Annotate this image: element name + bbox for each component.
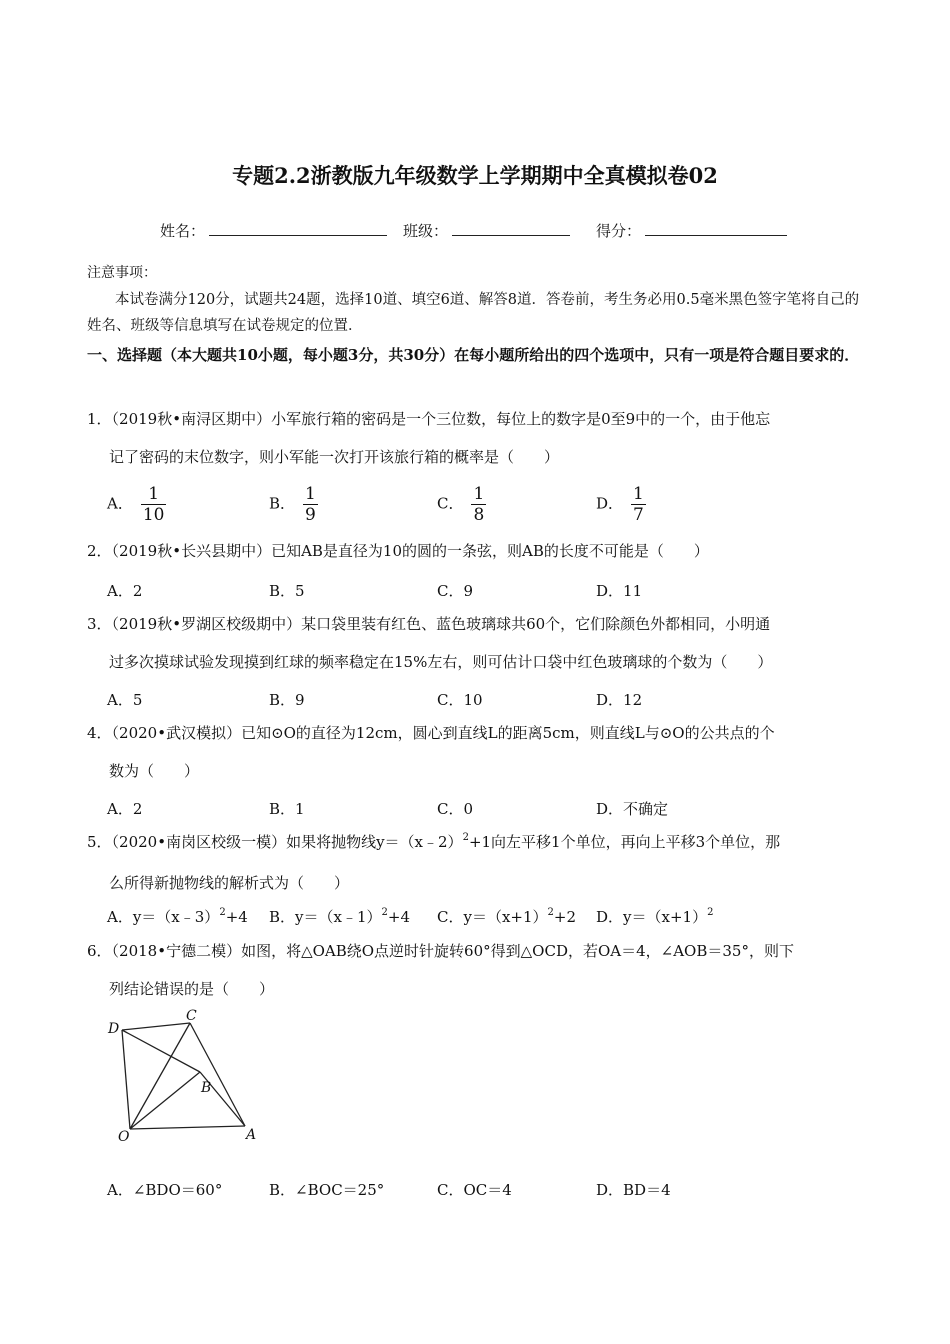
numerator: 1 xyxy=(473,484,485,504)
superscript: 2 xyxy=(462,832,469,843)
section-heading: 一、选择题（本大题共10小题，每小题3分，共30分）在每小题所给出的四个选项中，只有一项是符合题目要求的． xyxy=(87,346,860,364)
question-number: 3． xyxy=(87,615,112,633)
question-text: （2019秋•长兴县期中）已知AB是直径为10的圆的一条弦，则AB的长度不可能是（ ） xyxy=(111,542,709,560)
denominator: 7 xyxy=(633,505,644,525)
question-text-cont: 么所得新抛物线的解析式为（ ） xyxy=(109,874,350,892)
numerator: 1 xyxy=(633,484,644,504)
name-blank xyxy=(209,221,387,236)
question-number: 4． xyxy=(87,724,112,742)
name-label: 姓名： xyxy=(160,222,206,240)
question-number: 6． xyxy=(87,942,112,960)
option-c xyxy=(437,484,486,525)
fraction xyxy=(303,484,318,525)
score-label: 得分： xyxy=(596,222,642,240)
segment-do xyxy=(122,1030,130,1129)
option-label: A． xyxy=(107,494,133,513)
class-blank xyxy=(452,221,570,236)
question-text: （2019秋•南浔区期中）小军旅行箱的密码是一个三位数，每位上的数字是0至9中的一个，由于他忘 xyxy=(111,410,771,428)
option-d xyxy=(596,906,713,927)
option-text: +4 xyxy=(387,908,411,926)
score-field xyxy=(596,220,787,241)
geometry-figure xyxy=(100,1005,270,1145)
question-text: +1向左平移1个单位，再向上平移3个单位，那 xyxy=(468,833,781,851)
option-text: D．y＝（x+1） xyxy=(596,908,708,926)
option-b: B．5 xyxy=(269,582,305,600)
option-text: C．y＝（x+1） xyxy=(437,908,548,926)
question-text-cont: 过多次摸球试验发现摸到红球的频率稳定在15%左右，则可估计口袋中红色玻璃球的个数为（ ） xyxy=(109,653,773,671)
option-text: B．y＝（x﹣1） xyxy=(269,908,382,926)
option-a: A．∠BDO＝60° xyxy=(107,1181,223,1199)
question-text-cont: 记了密码的末位数字，则小军能一次打开该旅行箱的概率是（ ） xyxy=(109,448,560,466)
numerator: 1 xyxy=(305,484,316,504)
option-d: D．不确定 xyxy=(596,800,669,818)
option-b: B．∠BOC＝25° xyxy=(269,1181,385,1199)
question-3 xyxy=(87,605,867,681)
option-text: +2 xyxy=(553,908,577,926)
numerator: 1 xyxy=(148,484,160,504)
class-field xyxy=(403,220,570,241)
class-label: 班级： xyxy=(403,222,449,240)
superscript: 2 xyxy=(707,907,714,918)
question-text: （2020•南岗区校级一模）如果将抛物线y＝（x﹣2） xyxy=(111,833,463,851)
option-c: C．0 xyxy=(437,800,474,818)
question-6 xyxy=(87,932,867,1008)
question-number: 1． xyxy=(87,410,112,428)
superscript: 2 xyxy=(381,907,388,918)
segment-dc xyxy=(122,1023,190,1030)
option-label: C． xyxy=(437,494,464,513)
option-b: B．1 xyxy=(269,800,305,818)
question-number: 5． xyxy=(87,833,112,851)
notice-body: 本试卷满分120分，试题共24题，选择10道、填空6道、解答8道．答卷前，考生务必用0.5毫米黑色签字笔将自己的姓名、班级等信息填写在试卷规定的位置． xyxy=(87,292,860,334)
name-field xyxy=(160,220,387,241)
option-b: B．9 xyxy=(269,691,305,709)
page-title: 专题2.2浙教版九年级数学上学期期中全真模拟卷02 xyxy=(232,163,718,188)
option-d xyxy=(596,484,646,525)
fraction xyxy=(631,484,646,525)
option-c: C．10 xyxy=(437,691,483,709)
segment-ca xyxy=(190,1023,245,1126)
question-text: （2019秋•罗湖区校级期中）某口袋里装有红色、蓝色玻璃球共60个，它们除颜色外都相同，小明通 xyxy=(111,615,771,633)
denominator: 9 xyxy=(305,505,316,525)
fraction xyxy=(141,484,167,525)
question-4 xyxy=(87,714,867,790)
option-c xyxy=(437,906,576,927)
option-a: A．2 xyxy=(107,582,143,600)
option-d: D．12 xyxy=(596,691,643,709)
question-2 xyxy=(87,532,867,570)
option-d: D．11 xyxy=(596,582,643,600)
option-a: A．5 xyxy=(107,691,143,709)
question-text: （2018•宁德二模）如图，将△OAB绕O点逆时针旋转60°得到△OCD，若OA＝4，∠AOB＝35°，则下 xyxy=(111,942,794,960)
point-label-b: B xyxy=(201,1080,212,1096)
option-c: C．OC＝4 xyxy=(437,1181,512,1199)
point-label-d: D xyxy=(108,1021,120,1037)
option-d: D．BD＝4 xyxy=(596,1181,671,1199)
superscript: 2 xyxy=(219,907,226,918)
point-label-o: O xyxy=(118,1129,130,1145)
option-text: A．y＝（x﹣3） xyxy=(107,908,220,926)
option-c: C．9 xyxy=(437,582,474,600)
segment-db xyxy=(122,1030,200,1072)
question-number: 2． xyxy=(87,542,112,560)
denominator: 8 xyxy=(473,505,485,525)
fraction xyxy=(471,484,486,525)
question-1 xyxy=(87,400,867,476)
segment-oa xyxy=(130,1126,245,1129)
question-5 xyxy=(87,823,867,902)
denominator: 10 xyxy=(142,505,165,525)
point-label-a: A xyxy=(246,1127,257,1143)
question-text-cont: 数为（ ） xyxy=(109,762,200,780)
option-label: B． xyxy=(269,494,296,513)
segment-ob xyxy=(130,1072,200,1129)
question-text: （2020•武汉模拟）已知⊙O的直径为12cm，圆心到直线L的距离5cm，则直线L与⊙O的公共点的个 xyxy=(111,724,775,742)
option-b xyxy=(269,906,410,927)
superscript: 2 xyxy=(547,907,554,918)
question-text-cont: 列结论错误的是（ ） xyxy=(109,980,275,998)
option-text: +4 xyxy=(225,908,248,926)
option-a: A．2 xyxy=(107,800,143,818)
score-blank xyxy=(645,221,787,236)
point-label-c: C xyxy=(186,1008,197,1024)
option-a xyxy=(107,906,248,927)
option-a xyxy=(107,484,166,525)
notice-label: 注意事项： xyxy=(87,265,157,281)
option-b xyxy=(269,484,318,525)
option-label: D． xyxy=(596,494,624,513)
